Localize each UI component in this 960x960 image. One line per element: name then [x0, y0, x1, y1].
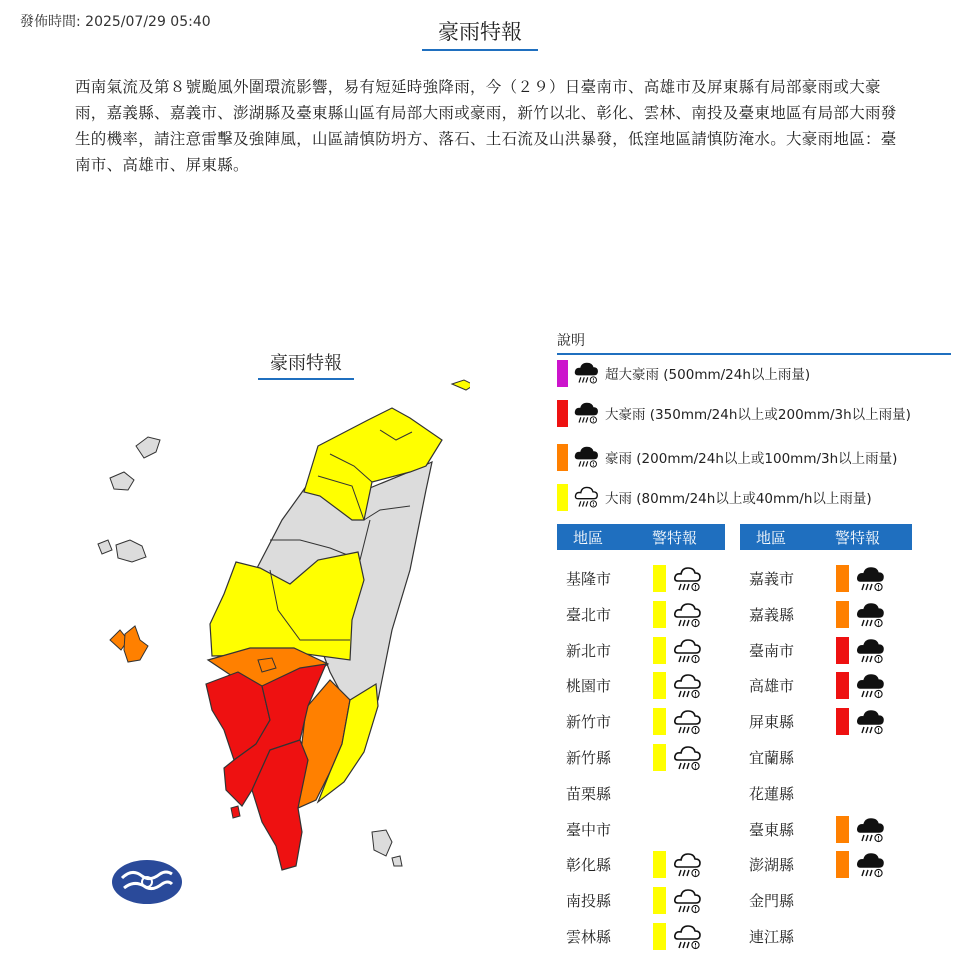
warning-level-swatch: [653, 672, 666, 699]
table-row: [566, 921, 736, 951]
table-row: [566, 742, 736, 772]
legend-text: 超大豪雨 (500mm/24h以上雨量): [605, 367, 811, 383]
column-header-warning: 警特報: [835, 529, 881, 547]
extremely-heavy-rain-icon: [855, 600, 885, 630]
warning-summary: 西南氣流及第８號颱風外圍環流影響，易有短延時強降雨，今（２９）日臺南市、高雄市及屏東縣有局部豪雨或大豪雨，嘉義縣、嘉義市、澎湖縣及臺東縣山區有局部大雨或豪雨，新竹以北、彰化、雲林、南投及臺東地區有局部大雨發生的機率，請注意雷擊及強陣風，山區請慎防坍方、落石、土石流及山洪暴發，低窪地區請慎防淹水。大豪雨地區：臺南市、高雄市、屏東縣。: [75, 78, 897, 174]
region-name: 雲林縣: [566, 928, 612, 946]
warning-level-swatch: [653, 601, 666, 628]
table-header-left: [557, 524, 725, 550]
legend-item-torrential: [557, 398, 911, 428]
region-name: 臺北市: [566, 605, 612, 624]
warning-level-swatch: [653, 887, 666, 914]
warning-level-swatch: [836, 601, 849, 628]
table-row: [566, 849, 736, 879]
table-row: [749, 599, 919, 629]
heavy-rain-icon: [672, 886, 702, 916]
legend-swatch: [557, 484, 568, 511]
heavy-rain-icon: [573, 484, 599, 510]
legend-item-extremely-heavy: [557, 442, 897, 472]
table-row: [749, 670, 919, 700]
column-header-warning: 警特報: [652, 529, 698, 547]
cwa-logo: [110, 858, 184, 906]
table-row: [566, 885, 736, 915]
taiwan-warning-map: [90, 370, 470, 910]
offshore-island: [392, 856, 402, 866]
warning-level-swatch: [836, 637, 849, 664]
table-row: [749, 742, 919, 772]
region-name: 新竹縣: [566, 749, 612, 767]
extremely-heavy-rain-icon: [855, 815, 885, 845]
extremely-heavy-rain-icon: [855, 564, 885, 594]
table-row: [749, 849, 919, 879]
offshore-island: [452, 380, 470, 390]
heavy-rain-icon: [672, 743, 702, 773]
legend-swatch: [557, 360, 568, 387]
heavy-rain-icon: [672, 671, 702, 701]
legend-text: 豪雨 (200mm/24h以上或100mm/3h以上雨量): [605, 451, 898, 467]
heavy-rain-icon: [672, 600, 702, 630]
region-name: 澎湖縣: [749, 856, 795, 875]
offshore-island: [231, 806, 240, 818]
region-name: 宜蘭縣: [749, 749, 795, 767]
region-name: 新北市: [566, 641, 612, 660]
region-name: 連江縣: [749, 928, 795, 946]
legend-swatch: [557, 444, 568, 471]
table-row: [566, 635, 736, 665]
penghu-island: [124, 626, 148, 662]
heavy-rain-icon: [672, 922, 702, 952]
region-name: 苗栗縣: [566, 784, 612, 803]
warning-level-swatch: [836, 851, 849, 878]
heavy-rain-icon: [672, 636, 702, 666]
torrential-rain-icon: [855, 636, 885, 666]
warning-level-swatch: [653, 744, 666, 771]
warning-level-swatch: [653, 923, 666, 950]
table-row: [749, 563, 919, 593]
region-name: 高雄市: [749, 677, 795, 696]
table-header-right: [740, 524, 912, 550]
map-title: 豪雨特報: [258, 349, 354, 380]
legend-text: 大雨 (80mm/24h以上或40mm/h以上雨量): [605, 491, 872, 507]
offshore-island: [98, 540, 112, 554]
legend-item-heavy: [557, 482, 872, 512]
warning-level-swatch: [653, 851, 666, 878]
warning-level-swatch: [836, 816, 849, 843]
torrential-rain-icon: [855, 671, 885, 701]
heavy-rain-icon: [672, 564, 702, 594]
table-row: [749, 885, 919, 915]
table-row: [566, 670, 736, 700]
region-name: 新竹市: [566, 713, 612, 732]
heavy-rain-icon: [672, 850, 702, 880]
legend-swatch: [557, 400, 568, 427]
issue-time: 發佈時間: 2025/07/29 05:40: [20, 14, 211, 30]
warning-level-swatch: [836, 672, 849, 699]
page-title: 豪雨特報: [422, 16, 538, 51]
legend-title: 說明: [557, 330, 951, 355]
region-name: 金門縣: [749, 892, 795, 911]
offshore-island: [116, 540, 146, 562]
offshore-island: [136, 437, 160, 458]
table-row: [566, 706, 736, 736]
table-row: [566, 814, 736, 844]
offshore-island: [110, 472, 134, 490]
extreme-torrential-rain-icon: [573, 360, 599, 386]
column-header-region: 地區: [573, 529, 604, 547]
legend-item-extreme: [557, 358, 810, 388]
table-row: [566, 778, 736, 808]
region-name: 臺東縣: [749, 820, 795, 839]
extremely-heavy-rain-icon: [855, 850, 885, 880]
offshore-island: [372, 830, 392, 856]
region-name: 花蓮縣: [749, 784, 795, 803]
torrential-rain-icon: [573, 400, 599, 426]
region-name: 嘉義縣: [749, 605, 795, 624]
warning-level-swatch: [653, 637, 666, 664]
table-row: [749, 814, 919, 844]
region-name: 南投縣: [566, 892, 612, 911]
table-row: [566, 599, 736, 629]
region-name: 臺中市: [566, 820, 612, 839]
torrential-rain-icon: [855, 707, 885, 737]
region-name: 基隆市: [566, 570, 612, 588]
table-row: [749, 635, 919, 665]
heavy-rain-icon: [672, 707, 702, 737]
table-row: [566, 563, 736, 593]
warning-level-swatch: [836, 565, 849, 592]
warning-level-swatch: [653, 565, 666, 592]
table-row: [749, 921, 919, 951]
region-name: 彰化縣: [566, 856, 612, 875]
region-name: 屏東縣: [749, 713, 795, 732]
column-header-region: 地區: [756, 529, 787, 547]
region-name: 臺南市: [749, 641, 795, 660]
table-row: [749, 706, 919, 736]
region-name: 桃園市: [566, 677, 612, 696]
extremely-heavy-rain-icon: [573, 444, 599, 470]
legend-text: 大豪雨 (350mm/24h以上或200mm/3h以上雨量): [605, 407, 911, 423]
table-row: [749, 778, 919, 808]
region-name: 嘉義市: [749, 570, 795, 588]
warning-level-swatch: [836, 708, 849, 735]
warning-level-swatch: [653, 708, 666, 735]
